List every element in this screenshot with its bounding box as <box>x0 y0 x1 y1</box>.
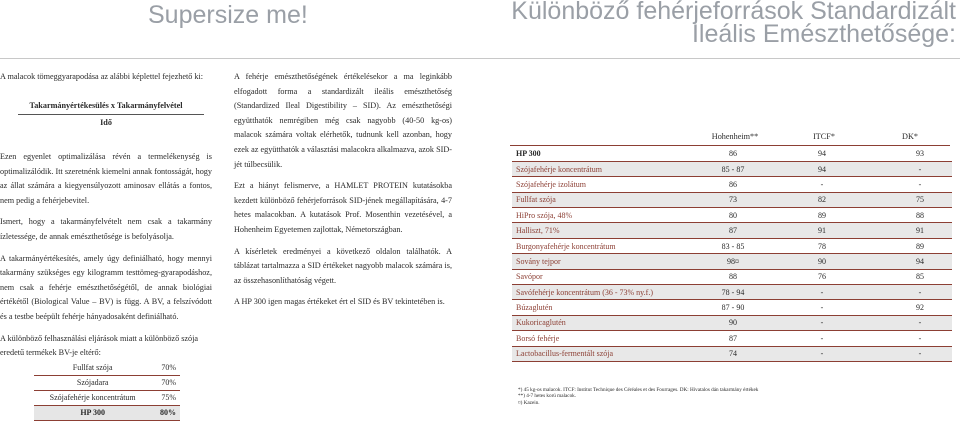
sid-dk-value: 85 <box>866 269 952 284</box>
sid-table <box>512 146 952 362</box>
sid-product-name: Halliszt, 71% <box>512 223 688 238</box>
sid-itcf-value: 76 <box>778 269 866 284</box>
table-row <box>512 192 952 207</box>
sid-itcf-value: 91 <box>778 223 866 238</box>
sid-product-name: Lactobacillus-fermentált szója <box>512 346 688 361</box>
bv-product-name: Fullfat szója <box>34 360 151 375</box>
footnote: *) 45 kg-os malacok. ITCF: Institut Technique des Céréales et des Fourrages. DK: Hivatalos dán takarmány értékek <box>518 387 759 393</box>
sid-hohenheim-value: 73 <box>688 192 778 207</box>
sid-dk-value: - <box>866 161 952 176</box>
table-row <box>512 346 952 361</box>
middle-column <box>234 70 452 310</box>
sid-hohenheim-value: 83 - 85 <box>688 238 778 253</box>
sid-hohenheim-value: 87 <box>688 331 778 346</box>
left-paragraph-3: A takarmányértékesítés, amely úgy definiálható, hogy mennyi takarmány szükséges egy kilogramm testtömeg-gyarapodáshoz, nem csak a fehérje emészthetőségétől, de annak biológiai értékétől (Biological Value – BV) is függ. A BV, a felszívódott és a testbe beépült fehérje hányadosaként definiálható. <box>0 253 212 321</box>
sid-itcf-value: - <box>778 346 866 361</box>
table-row <box>512 331 952 346</box>
table-row <box>512 300 952 315</box>
middle-paragraph-3: A kísérletek eredményei a következő oldalon találhatók. A táblázat tartalmazza a SID értékeket nagyobb malacok számára is, az összehasonlíthatóság végett. <box>234 246 452 285</box>
sid-product-name: Savófehérje koncentrátum (36 - 73% ny.f.) <box>512 285 688 300</box>
sid-product-name: Fullfat szója <box>512 192 688 207</box>
bv-product-name: HP 300 <box>34 405 151 420</box>
page-title-left: Supersize me! <box>148 1 308 29</box>
middle-paragraph-1: A fehérje emészthetőségének értékelésekor a ma leginkább elfogadott forma a standardizált ileális emészthetőség (Standardized Ileal Digestibility – SID). Az emészthetőségi együtthatók nemrégiben még csak nagyobb (40-50 kg-os) malacok számára voltak elérhetők, tudnunk kell azonban, hogy ezek az együtthatók a választási malacokra alkalmazva, azok SID-jét túlbecsülik. <box>234 72 452 169</box>
table-row <box>512 208 952 223</box>
sid-hohenheim-value: 98¤ <box>688 254 778 269</box>
sid-hohenheim-value: 86 <box>688 177 778 192</box>
sid-hohenheim-value: 90 <box>688 315 778 330</box>
table-row <box>512 254 952 269</box>
sid-hohenheim-value: 85 - 87 <box>688 161 778 176</box>
sid-hohenheim-value: 88 <box>688 269 778 284</box>
sid-dk-value: - <box>866 285 952 300</box>
sid-dk-value: 75 <box>866 192 952 207</box>
footnotes <box>518 387 818 406</box>
formula-denominator: Idő <box>100 118 112 127</box>
footnote: **) 4-7 hetes korú malacok. <box>518 393 577 400</box>
header-itcf: ITCF* <box>813 132 835 141</box>
sid-product-name: Savópor <box>512 269 688 284</box>
sid-product-name: Szójafehérje izolátum <box>512 177 688 192</box>
left-paragraphs <box>0 150 212 361</box>
bv-value: 80% <box>151 405 180 420</box>
sid-itcf-value: 89 <box>778 208 866 223</box>
sid-hohenheim-value: 86 <box>688 146 778 161</box>
sid-hohenheim-value: 78 - 94 <box>688 285 778 300</box>
sid-dk-value: 89 <box>866 238 952 253</box>
table-row <box>512 238 952 253</box>
intro-text: A malacok tömeggyarapodása az alábbi képlettel fejezhető ki: <box>0 72 204 81</box>
left-paragraph-2: Ismert, hogy a takarmányfelvételt nem csak a takarmány ízletessége, de annak emészthetősége is befolyásolja. <box>0 217 212 241</box>
bv-product-name: Szójafehérje koncentrátum <box>34 390 151 405</box>
sid-dk-value: 91 <box>866 223 952 238</box>
middle-paragraph-2: Ezt a hiányt felismerve, a HAMLET PROTEIN kutatásokba kezdett különböző fehérjeforrások SID-jének megállapítására, 4-7 hetes malacokban. A kutatások Prof. Mosenthin vezetésével, a Hohenheim Egyetemen zajlottak, Németországban. <box>234 181 452 234</box>
sid-dk-value: - <box>866 346 952 361</box>
sid-itcf-value: - <box>778 285 866 300</box>
sid-product-name: Szójafehérje koncentrátum <box>512 161 688 176</box>
bv-value: 70% <box>151 375 180 390</box>
table-row <box>34 390 180 405</box>
table-row <box>512 177 952 192</box>
left-paragraph-1: Ezen egyenlet optimalizálása révén a termelékenység is optimalizálódik. Itt szeretnénk kiemelni annak fontosságát, hogy az állat számára a kiegyensúlyozott aminosav ellátás a fontos, nem pedig a fehérjebevitel. <box>0 152 212 205</box>
bv-table <box>34 360 180 421</box>
sid-product-name: HP 300 <box>512 146 688 161</box>
sid-itcf-value: - <box>778 331 866 346</box>
sid-itcf-value: - <box>778 300 866 315</box>
bv-value: 75% <box>151 390 180 405</box>
table-row <box>34 375 180 390</box>
sid-itcf-value: 90 <box>778 254 866 269</box>
sid-hohenheim-value: 87 <box>688 223 778 238</box>
sid-itcf-value: 94 <box>778 161 866 176</box>
sid-dk-value: - <box>866 315 952 330</box>
table-row-highlight <box>34 405 180 420</box>
table-row <box>512 269 952 284</box>
sid-dk-value: 93 <box>866 146 952 161</box>
middle-paragraph-4: A HP 300 igen magas értékeket ért el SID és BV tekintetében is. <box>234 297 445 307</box>
sid-itcf-value: 94 <box>778 146 866 161</box>
header-dk: DK* <box>902 132 918 141</box>
sid-product-name: Sovány tejpor <box>512 254 688 269</box>
sid-itcf-value: 78 <box>778 238 866 253</box>
table-row <box>512 315 952 330</box>
sid-itcf-value: - <box>778 315 866 330</box>
table-row <box>512 146 952 161</box>
sid-product-name: HiPro szója, 48% <box>512 208 688 223</box>
title-divider <box>0 58 960 59</box>
sid-itcf-value: - <box>778 177 866 192</box>
bv-value: 70% <box>151 360 180 375</box>
formula-numerator: Takarmányértékesülés x Takarmányfelvétel <box>29 101 183 110</box>
table-row <box>512 161 952 176</box>
bv-product-name: Szójadara <box>34 375 151 390</box>
sid-itcf-value: 82 <box>778 192 866 207</box>
sid-product-name: Borsó fehérje <box>512 331 688 346</box>
sid-dk-value: 88 <box>866 208 952 223</box>
sid-dk-value: - <box>866 177 952 192</box>
formula-fraction-bar <box>18 114 204 115</box>
header-hohenheim: Hohenheim** <box>711 132 759 141</box>
page-title-right: Különböző fehérjeforrások Standardizált Ileális Emészthetősége: <box>511 0 956 48</box>
sid-product-name: Burgonyafehérje koncentrátum <box>512 238 688 253</box>
sid-product-name: Búzaglutén <box>512 300 688 315</box>
table-row <box>512 223 952 238</box>
sid-product-name: Kukoricaglutén <box>512 315 688 330</box>
sid-hohenheim-value: 80 <box>688 208 778 223</box>
sid-dk-value: 94 <box>866 254 952 269</box>
table-row <box>34 360 180 375</box>
left-paragraph-4: A különböző felhasználási eljárások miatt a különböző szója eredetű termékek BV-je eltérő: <box>0 333 199 358</box>
sid-hohenheim-value: 74 <box>688 346 778 361</box>
table-row <box>512 285 952 300</box>
sid-dk-value: - <box>866 331 952 346</box>
left-column <box>0 70 212 85</box>
growth-formula <box>0 92 212 138</box>
sid-hohenheim-value: 87 - 90 <box>688 300 778 315</box>
sid-dk-value: 92 <box>866 300 952 315</box>
footnote: ¤) Kazein. <box>518 399 540 406</box>
